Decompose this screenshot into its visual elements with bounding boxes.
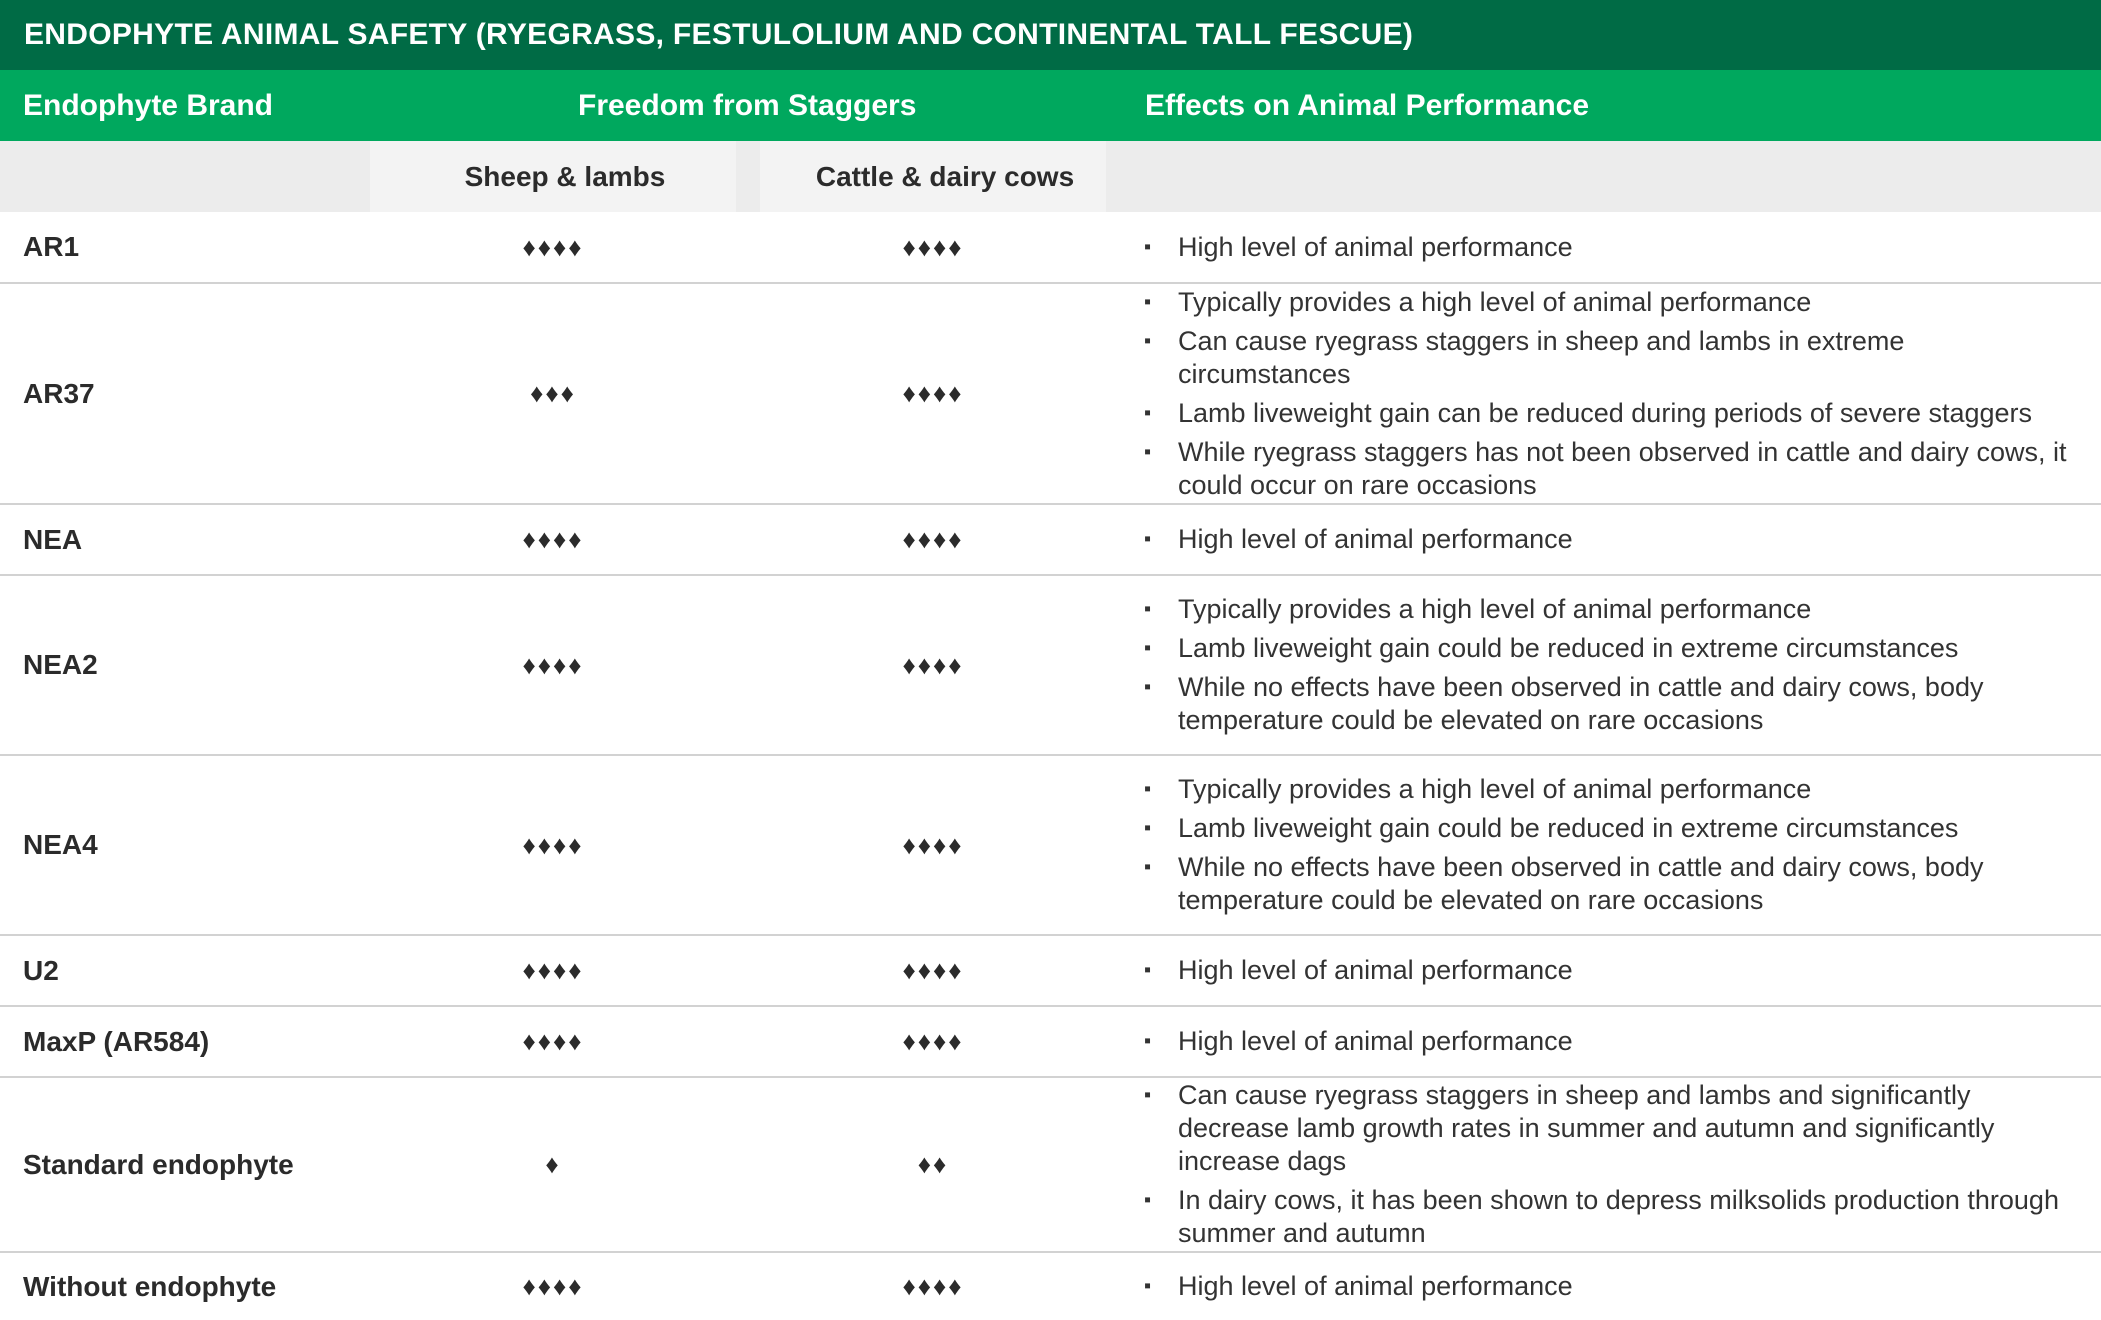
sheep-rating-diamonds: ♦♦♦♦ [522,1026,584,1056]
cattle-rating-diamonds: ♦♦♦♦ [902,378,964,408]
header-endophyte-brand: Endophyte Brand [23,88,274,122]
sheep-rating-diamonds: ♦ [545,1149,561,1179]
effects-list [1140,948,1573,993]
column-header-row [0,70,2101,141]
square-bullet-icon: ▪ [1144,676,1152,698]
effect-list-item [1140,773,2081,806]
effect-text: Typically provides a high level of animal performance [1178,286,1812,317]
effect-list-item [1140,593,2081,626]
sheep-rating-diamonds: ♦♦♦♦ [522,231,584,262]
effects-cell [1140,936,2081,1005]
table-row [0,505,2101,576]
table-row [0,756,2101,936]
subheader-row [0,141,2101,212]
effect-text: While ryegrass staggers has not been observed in cattle and dairy cows, it could occur on rare occasions [1178,436,2067,500]
effects-list [1140,1073,2081,1256]
table-title: ENDOPHYTE ANIMAL SAFETY (RYEGRASS, FESTULOLIUM AND CONTINENTAL TALL FESCUE) [0,0,2101,70]
effects-list [1140,280,2081,508]
effect-text: In dairy cows, it has been shown to depress milksolids production through summer and autumn [1178,1185,2059,1248]
effect-text: While no effects have been observed in cattle and dairy cows, body temperature could be elevated on rare occasions [1178,852,1984,915]
square-bullet-icon: ▪ [1144,401,1152,424]
endophyte-brand-cell: Without endophyte [23,1270,277,1302]
effect-list-item [1140,325,2081,391]
cattle-rating-diamonds: ♦♦♦♦ [902,1026,964,1056]
endophyte-brand-cell: AR1 [23,231,80,262]
square-bullet-icon: ▪ [1144,440,1152,463]
sheep-rating-diamonds: ♦♦♦♦ [522,955,584,985]
effects-cell [1140,1007,2081,1076]
effect-list-item [1140,954,1573,987]
table-row [0,1078,2101,1253]
table-row [0,576,2101,756]
cattle-rating-diamonds: ♦♦♦♦ [902,955,964,985]
endophyte-brand-cell: NEA4 [23,829,98,860]
effect-text: High level of animal performance [1178,1026,1573,1056]
effect-list-item [1140,851,2081,917]
sheep-rating-diamonds: ♦♦♦♦ [522,829,584,860]
effect-text: While no effects have been observed in cattle and dairy cows, body temperature could be elevated on rare occasions [1178,672,1984,735]
effects-list [1140,517,1573,562]
endophyte-brand-cell: MaxP (AR584) [23,1025,210,1057]
effect-text: High level of animal performance [1178,231,1573,262]
cattle-rating-diamonds: ♦♦♦♦ [902,1271,964,1301]
effect-list-item [1140,1270,1573,1303]
effects-cell [1140,505,2081,574]
effects-list [1140,1264,1573,1309]
effect-list-item [1140,231,1573,264]
endophyte-brand-cell: AR37 [23,377,95,409]
table-row [0,1007,2101,1078]
effects-cell [1140,1253,2081,1320]
square-bullet-icon: ▪ [1144,1030,1152,1052]
square-bullet-icon: ▪ [1144,637,1152,659]
endophyte-brand-cell: Standard endophyte [23,1148,294,1180]
header-freedom-from-staggers: Freedom from Staggers [578,88,917,122]
effects-cell [1140,1078,2081,1251]
effects-cell [1140,212,2081,282]
effect-text: Can cause ryegrass staggers in sheep and lambs in extreme circumstances [1178,325,1905,389]
effects-list [1140,225,1573,270]
effect-text: Lamb liveweight gain could be reduced in extreme circumstances [1178,813,1959,843]
cattle-rating-diamonds: ♦♦♦♦ [902,231,964,262]
table-row [0,284,2101,505]
effect-text: Typically provides a high level of animal performance [1178,774,1812,804]
square-bullet-icon: ▪ [1144,290,1152,313]
effect-text: High level of animal performance [1178,955,1573,985]
endophyte-brand-cell: U2 [23,954,59,986]
sheep-rating-diamonds: ♦♦♦ [530,378,576,408]
effect-list-item [1140,1184,2081,1250]
effects-list [1140,1019,1573,1064]
table-row [0,936,2101,1007]
square-bullet-icon: ▪ [1144,959,1152,981]
square-bullet-icon: ▪ [1144,1189,1152,1211]
effect-text: Can cause ryegrass staggers in sheep and lambs and significantly decrease lamb growth rates in summer and autumn and significantly increase dags [1178,1080,1995,1176]
effect-text: Lamb liveweight gain can be reduced during periods of severe staggers [1178,397,2033,428]
square-bullet-icon: ▪ [1144,778,1152,800]
sheep-rating-diamonds: ♦♦♦♦ [522,524,584,554]
table-row [0,212,2101,284]
effects-list [1140,587,2081,743]
square-bullet-icon: ▪ [1144,235,1152,258]
effect-list-item [1140,632,2081,665]
cattle-rating-diamonds: ♦♦♦♦ [902,524,964,554]
sheep-rating-diamonds: ♦♦♦♦ [522,1271,584,1301]
effect-text: High level of animal performance [1178,524,1573,554]
table-row [0,1253,2101,1320]
cattle-rating-diamonds: ♦♦♦♦ [902,829,964,860]
effects-cell [1140,756,2081,934]
effect-list-item [1140,523,1573,556]
effect-list-item [1140,1025,1573,1058]
effects-cell [1140,284,2081,503]
sheep-rating-diamonds: ♦♦♦♦ [522,649,584,680]
square-bullet-icon: ▪ [1144,329,1152,352]
subheader-sheep-lambs: Sheep & lambs [464,160,666,192]
effect-text: Typically provides a high level of animal performance [1178,594,1812,624]
endophyte-brand-cell: NEA2 [23,649,98,680]
header-effects-on-animal-performance: Effects on Animal Performance [1145,88,1590,122]
effect-list-item [1140,286,2081,319]
subheader-cattle-dairy-cows: Cattle & dairy cows [815,160,1075,192]
effect-text: Lamb liveweight gain could be reduced in extreme circumstances [1178,633,1959,663]
square-bullet-icon: ▪ [1144,598,1152,620]
cattle-rating-diamonds: ♦♦♦♦ [902,649,964,680]
effects-list [1140,767,2081,923]
effect-list-item [1140,671,2081,737]
square-bullet-icon: ▪ [1144,856,1152,878]
square-bullet-icon: ▪ [1144,1084,1152,1106]
square-bullet-icon: ▪ [1144,1275,1152,1297]
effect-list-item [1140,812,2081,845]
endophyte-brand-cell: NEA [23,523,83,555]
effects-cell [1140,576,2081,754]
effect-text: High level of animal performance [1178,1271,1573,1301]
cattle-rating-diamonds: ♦♦ [917,1149,949,1179]
square-bullet-icon: ▪ [1144,528,1152,550]
square-bullet-icon: ▪ [1144,817,1152,839]
effect-list-item [1140,397,2081,430]
effect-list-item [1140,1079,2081,1178]
effect-list-item [1140,436,2081,502]
